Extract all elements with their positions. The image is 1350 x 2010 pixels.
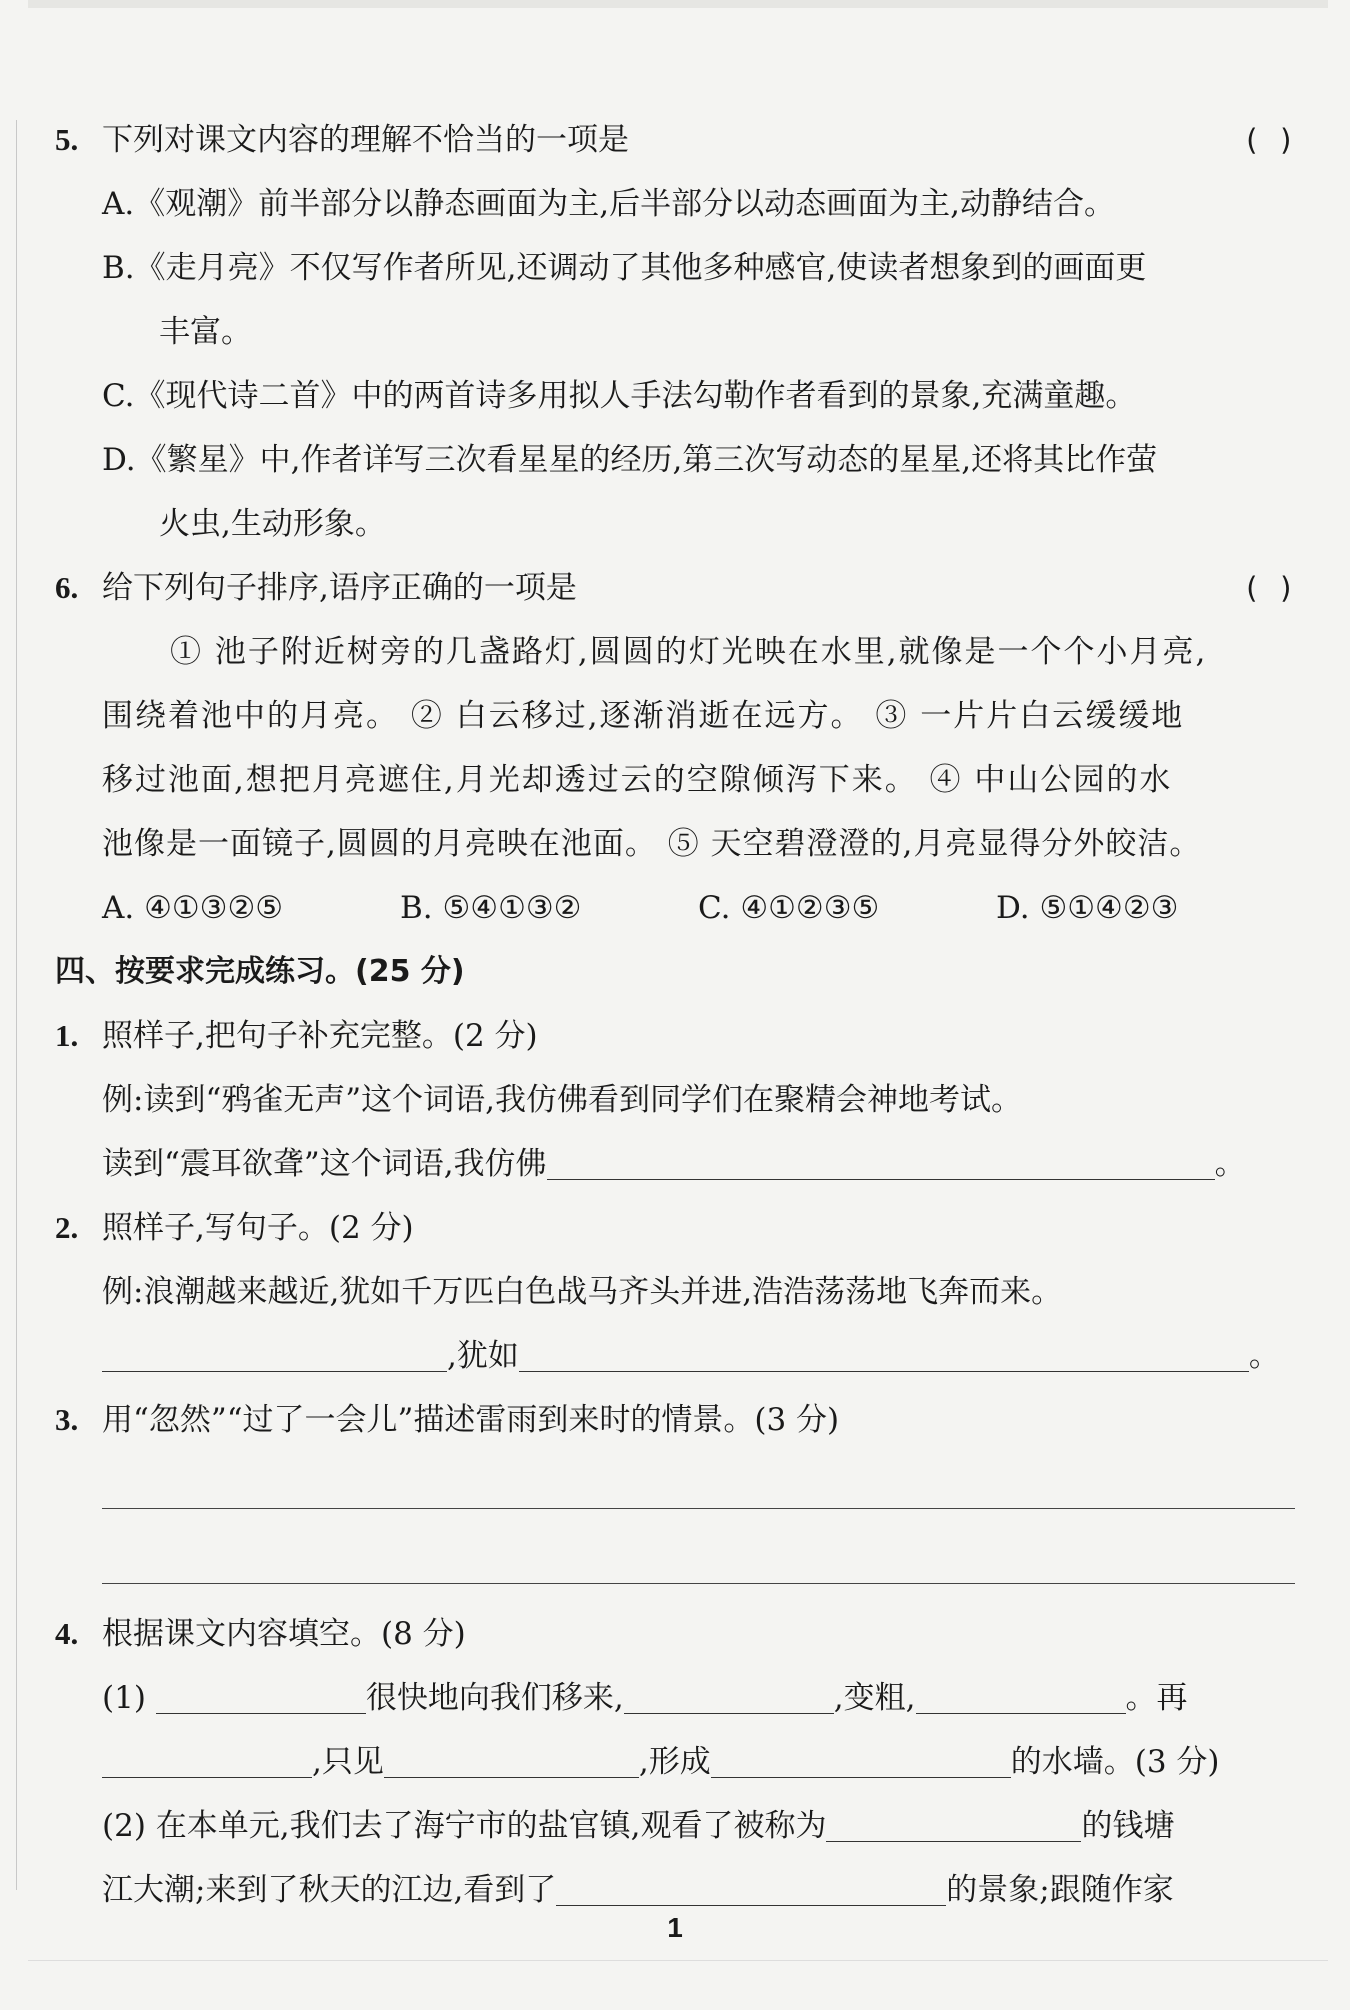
s4-q1-stem: 照样子,把句子补充完整。(2 分): [102, 1018, 538, 1054]
q6-option-c: C. ④①②③⑤: [698, 890, 880, 926]
worksheet-content: [55, 108, 1295, 1922]
s4-q2-blank-2[interactable]: [519, 1331, 1249, 1372]
s4-q1-stem-line: [55, 1004, 1295, 1068]
section-4-title: 四、按要求完成练习。(25 分): [55, 954, 465, 989]
s4-q4-p2-text-b: 的钱塘: [1081, 1808, 1175, 1844]
page-bottom-edge: [28, 1960, 1328, 1961]
s4-q1-end: 。: [1214, 1146, 1246, 1182]
s4-q4-blank-5[interactable]: [384, 1737, 639, 1778]
q5-number: 5.: [55, 122, 79, 157]
q6-answer-bracket[interactable]: ( ): [1242, 571, 1295, 605]
s4-q4-p1-text-c: ,变粗,: [833, 1680, 916, 1716]
s4-q3-stem-line: [55, 1388, 1295, 1452]
q6-option-b: B. ⑤④①③②: [400, 890, 582, 926]
q6-passage-line: 围绕着池中的月亮。 ② 白云移过,逐渐消逝在远方。 ③ 一片片白云缓缓地: [102, 698, 1185, 734]
q5-option-a: A.《观潮》前半部分以静态画面为主,后半部分以动态画面为主,动静结合。: [102, 186, 1115, 222]
s4-q2-answer-line: [55, 1324, 1295, 1388]
s4-q2-blank-1[interactable]: [102, 1331, 447, 1372]
q5-stem-line: [55, 108, 1295, 172]
s4-q4-number: 4.: [55, 1616, 79, 1651]
s4-q2-stem-line: [55, 1196, 1295, 1260]
q5-option-d: D.《繁星》中,作者详写三次看星星的经历,第三次写动态的星星,还将其比作萤: [102, 442, 1158, 478]
q6-passage-line: 池像是一面镜子,圆圆的月亮映在池面。 ⑤ 天空碧澄澄的,月亮显得分外皎洁。: [102, 826, 1202, 862]
s4-q4-p1-text-g: 的水墙。(3 分): [1010, 1744, 1220, 1780]
s4-q4-blank-4[interactable]: [102, 1737, 312, 1778]
s4-q4-blank-1[interactable]: [156, 1673, 366, 1714]
s4-q4-p1-text-b: 很快地向我们移来,: [365, 1680, 624, 1716]
s4-q4-stem-line: [55, 1602, 1295, 1666]
s4-q3-number: 3.: [55, 1402, 79, 1437]
q6-stem: 给下列句子排序,语序正确的一项是: [102, 570, 577, 606]
s4-q4-part2-line1: [55, 1794, 1295, 1858]
binding-margin-rule: [16, 120, 17, 1890]
q6-number: 6.: [55, 570, 79, 605]
s4-q4-p2-text-c: 江大潮;来到了秋天的江边,看到了: [102, 1872, 557, 1908]
q6-stem-line: [55, 556, 1295, 620]
s4-q4-blank-6[interactable]: [711, 1737, 1011, 1778]
s4-q2-example: 例:浪潮越来越近,犹如千万匹白色战马齐头并进,浩浩荡荡地飞奔而来。: [102, 1274, 1063, 1310]
s4-q4-part1-line1: [55, 1666, 1295, 1730]
q6-option-d: D. ⑤①④②③: [996, 890, 1179, 926]
q5-stem: 下列对课文内容的理解不恰当的一项是: [102, 122, 629, 158]
s4-q1-answer-line: [55, 1132, 1295, 1196]
q5-option-b: B.《走月亮》不仅写作者所见,还调动了其他多种感官,使读者想象到的画面更: [102, 250, 1147, 286]
s4-q4-blank-2[interactable]: [624, 1673, 834, 1714]
s4-q4-p1-text-d: 。再: [1125, 1680, 1188, 1716]
q5-option-d-cont: 火虫,生动形象。: [159, 506, 386, 542]
s4-q4-stem: 根据课文内容填空。(8 分): [102, 1616, 466, 1652]
s4-q4-p2-text-d: 的景象;跟随作家: [946, 1872, 1174, 1908]
s4-q1-prompt: 读到“震耳欲聋”这个词语,我仿佛: [102, 1146, 547, 1182]
q5-answer-bracket[interactable]: ( ): [1242, 123, 1295, 157]
s4-q1-number: 1.: [55, 1018, 79, 1053]
s4-q3-writing-line-2[interactable]: [102, 1527, 1295, 1584]
s4-q2-end: 。: [1248, 1338, 1280, 1374]
s4-q2-mid: ,犹如: [447, 1338, 519, 1374]
s4-q4-blank-3[interactable]: [916, 1673, 1126, 1714]
q6-options: [55, 876, 1295, 940]
s4-q4-p1-text-e: ,只见: [312, 1744, 384, 1780]
q6-passage-line: 移过池面,想把月亮遮住,月光却透过云的空隙倾泻下来。 ④ 中山公园的水: [102, 762, 1173, 798]
s4-q3-stem: 用“忽然”“过了一会儿”描述雷雨到来时的情景。(3 分): [102, 1402, 840, 1438]
page-number: 1: [667, 1912, 683, 1943]
q6-option-a: A. ④①③②⑤: [102, 890, 284, 926]
page-top-edge: [28, 0, 1328, 8]
s4-q1-example: 例:读到“鸦雀无声”这个词语,我仿佛看到同学们在聚精会神地考试。: [102, 1082, 1022, 1118]
s4-q4-blank-8[interactable]: [556, 1865, 946, 1906]
q5-option-c: C.《现代诗二首》中的两首诗多用拟人手法勾勒作者看到的景象,充满童趣。: [102, 378, 1137, 414]
q5-option-b-cont: 丰富。: [159, 314, 252, 350]
s4-q1-blank[interactable]: [547, 1139, 1215, 1180]
s4-q2-stem: 照样子,写句子。(2 分): [102, 1210, 414, 1246]
s4-q3-writing-line-1[interactable]: [102, 1452, 1295, 1509]
s4-q4-blank-7[interactable]: [826, 1801, 1081, 1842]
s4-q4-p1-label: (1): [102, 1680, 146, 1716]
s4-q4-p1-text-f: ,形成: [638, 1744, 711, 1780]
s4-q2-number: 2.: [55, 1210, 79, 1245]
s4-q4-part1-line2: [55, 1730, 1295, 1794]
q6-passage-line: ① 池子附近树旁的几盏路灯,圆圆的灯光映在水里,就像是一个个小月亮,: [170, 634, 1208, 670]
s4-q4-p2-text-a: (2) 在本单元,我们去了海宁市的盐官镇,观看了被称为: [102, 1808, 827, 1844]
